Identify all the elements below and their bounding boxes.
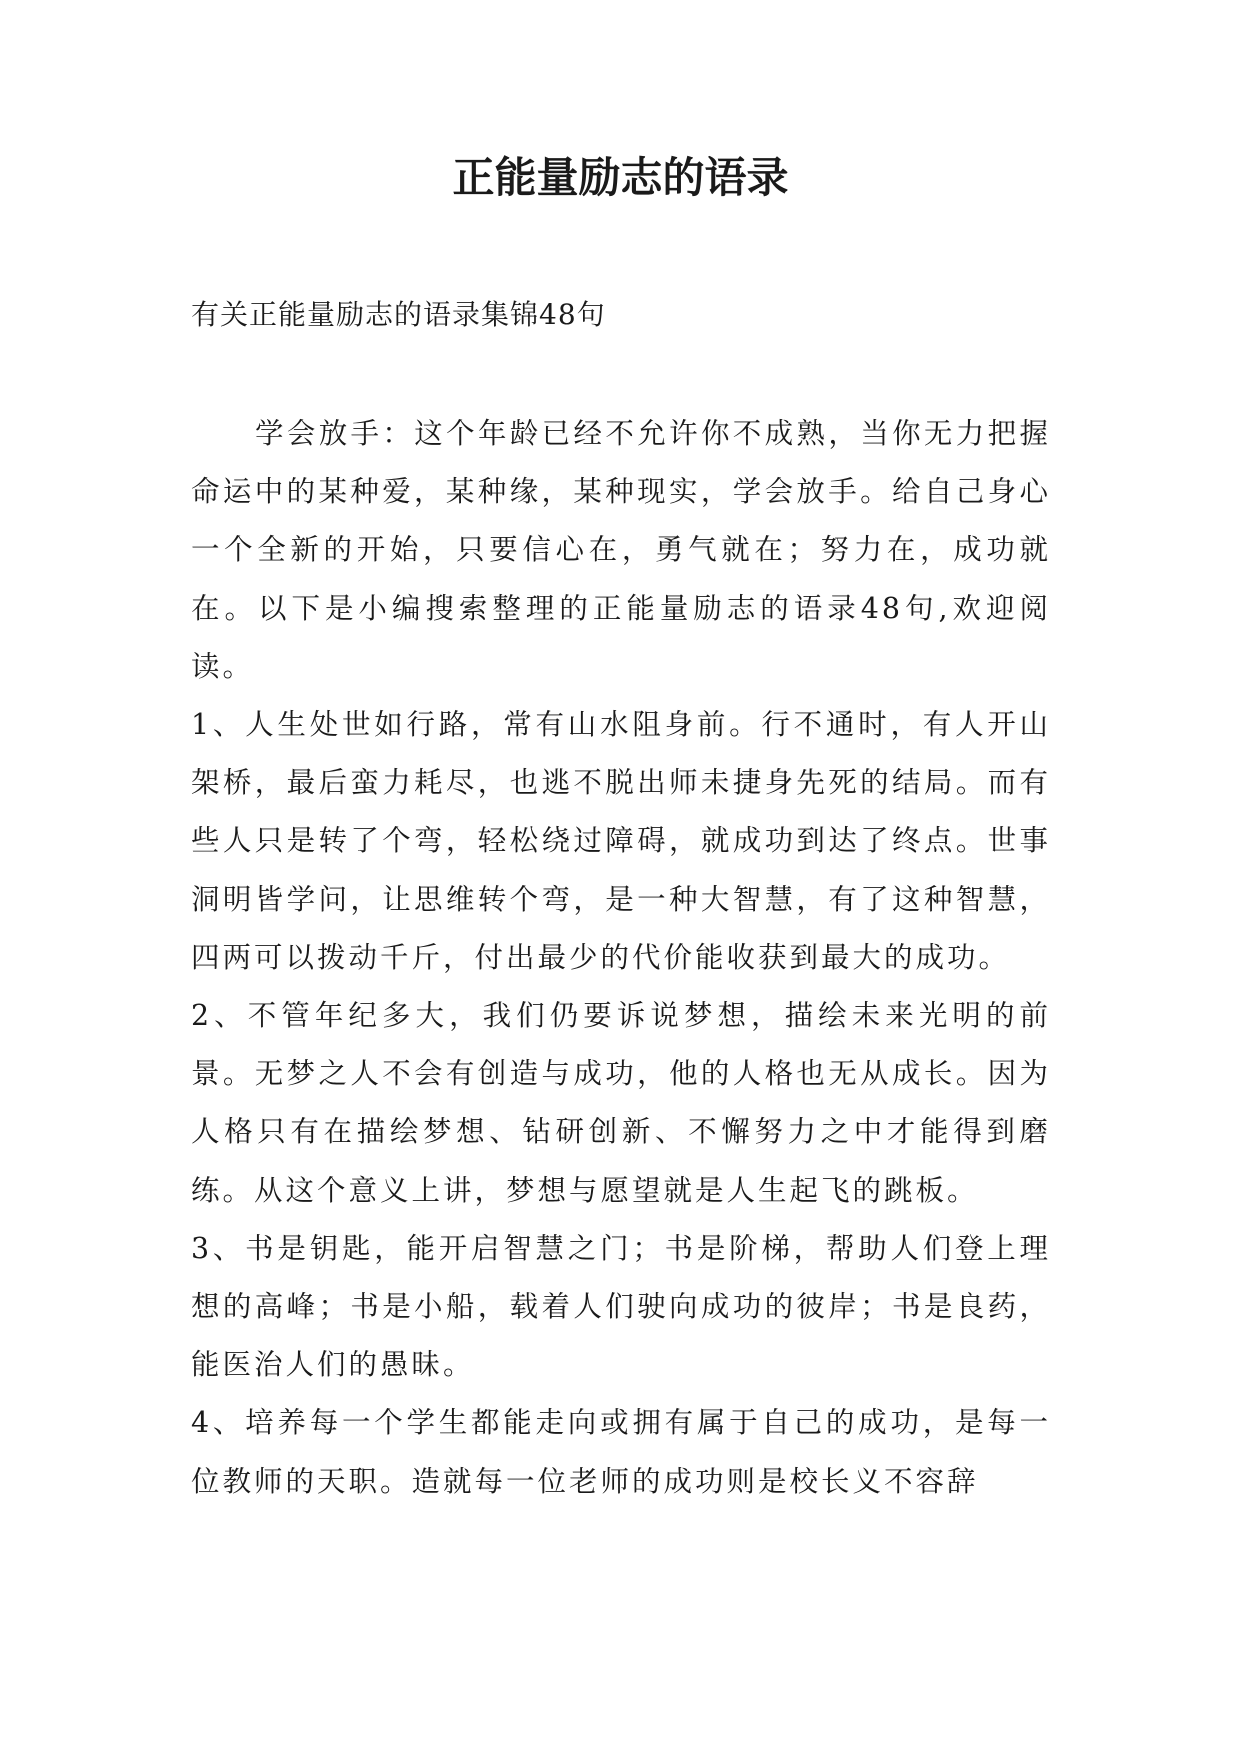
quote-item-1: 1、人生处世如行路，常有山水阻身前。行不通时，有人开山架桥，最后蛮力耗尽，也逃不脱出师未捷身先死的结局。而有些人只是转了个弯，轻松绕过障碍，就成功到达了终点。世事洞明皆学问，让思维转个弯，是一种大智慧，有了这种智慧，四两可以拨动千斤，付出最少的代价能收获到最大的成功。 xyxy=(191,708,1051,974)
document-body xyxy=(191,405,1051,1511)
quote-item-4: 4、培养每一个学生都能走向或拥有属于自己的成功，是每一位教师的天职。造就每一位老师的成功则是校长义不容辞 xyxy=(191,1406,1051,1498)
intro-paragraph: 学会放手：这个年龄已经不允许你不成熟，当你无力把握命运中的某种爱，某种缘，某种现实，学会放手。给自己身心一个全新的开始，只要信心在，勇气就在；努力在，成功就在。以下是小编搜索整理的正能量励志的语录48句,欢迎阅读。 xyxy=(191,417,1051,683)
document-subtitle: 有关正能量励志的语录集锦48句 xyxy=(191,298,606,331)
quote-item-3: 3、书是钥匙，能开启智慧之门；书是阶梯，帮助人们登上理想的高峰；书是小船，载着人们驶向成功的彼岸；书是良药，能医治人们的愚昧。 xyxy=(191,1231,1051,1382)
document-title: 正能量励志的语录 xyxy=(452,153,789,202)
quote-item-2: 2、不管年纪多大，我们仍要诉说梦想，描绘未来光明的前景。无梦之人不会有创造与成功，他的人格也无从成长。因为人格只有在描绘梦想、钻研创新、不懈努力之中才能得到磨练。从这个意义上讲，梦想与愿望就是人生起飞的跳板。 xyxy=(191,999,1051,1207)
